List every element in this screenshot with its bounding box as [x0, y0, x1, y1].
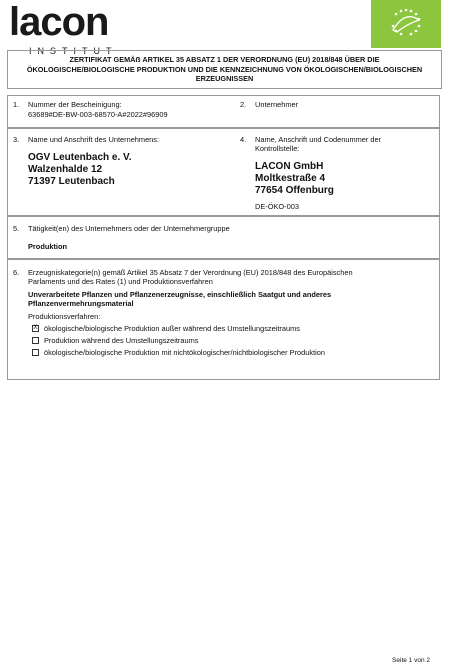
operator-street: Walzenhalde 12: [28, 164, 103, 175]
section-4-label-line2: Kontrollstelle:: [255, 144, 300, 153]
section-operator-addresses: [7, 128, 440, 216]
method-option-organic: [32, 324, 300, 333]
section-2-number: 2.: [240, 100, 247, 109]
control-body-city: 77654 Offenburg: [255, 185, 334, 196]
certificate-number-value: 63689#DE-BW-003-68570-A#2022#96909: [28, 110, 168, 119]
certificate-title-box: [7, 50, 442, 89]
lacon-logo: [9, 0, 149, 56]
section-activities: [7, 216, 440, 259]
section-3-number: 3.: [13, 135, 20, 144]
production-methods-label: Produktionsverfahren:: [28, 312, 101, 321]
method-option-label: ökologische/biologische Produktion außer während des Umstellungszeitraums: [44, 324, 300, 333]
section-2-label: Unternehmer: [255, 100, 299, 109]
section-6-label-line1: Erzeugniskategorie(n) gemäß Artikel 35 Absatz 7 der Verordnung (EU) 2018/848 des Europäischen: [28, 268, 353, 277]
certificate-title: ZERTIFIKAT GEMÄẞ ARTIKEL 35 ABSATZ 1 DER VERORDNUNG (EU) 2018/848 ÜBER DIE ÖKOLOGISCHE/BIOLOGISCHE PRODUKTION UND DIE KENNZEICHNUNG VON ÖKOLOGISCHEN/BIOLOGISCHEN ERZEUGNISSEN: [26, 55, 423, 84]
product-category-line2: Pflanzenvermehrungsmaterial: [28, 299, 134, 308]
operator-city: 71397 Leutenbach: [28, 176, 115, 187]
activity-value: Produktion: [28, 242, 68, 251]
control-body-street: Moltkestraße 4: [255, 173, 326, 184]
section-3-label: Name und Anschrift des Unternehmens:: [28, 135, 160, 144]
control-body-name: LACON GmbH: [255, 161, 324, 172]
page-number: Seite 1 von 2: [392, 657, 430, 664]
operator-name: OGV Leutenbach e. V.: [28, 152, 132, 163]
section-6-number: 6.: [13, 268, 20, 277]
section-certificate-number: [7, 95, 440, 128]
checkbox-unchecked: [32, 337, 39, 344]
section-5-number: 5.: [13, 224, 20, 233]
control-body-code: DE-ÖKO-003: [255, 202, 299, 211]
logo-wordmark: lacon: [9, 0, 109, 44]
section-4-label-line1: Name, Anschrift und Codenummer der: [255, 135, 382, 144]
eu-leaf-stars-icon: [371, 0, 441, 48]
method-option-label: ökologische/biologische Produktion mit nichtökologischer/nichtbiologischer Produktion: [44, 348, 326, 357]
section-1-label: Nummer der Bescheinigung:: [28, 100, 122, 109]
section-1-number: 1.: [13, 100, 20, 109]
checkbox-checked: X: [33, 325, 38, 331]
method-option-mixed: [32, 348, 325, 357]
section-product-categories: [7, 259, 440, 380]
checkbox-unchecked: [32, 349, 39, 356]
eu-organic-leaf-logo: [371, 0, 441, 48]
section-6-label-line2: Parlaments und des Rates (1) und Produktionsverfahren: [28, 277, 213, 286]
section-4-number: 4.: [240, 135, 247, 144]
product-category-line1: Unverarbeitete Pflanzen und Pflanzenerzeugnisse, einschließlich Saatgut und anderes: [28, 290, 332, 299]
logo-subtitle: INSTITUT: [29, 46, 118, 56]
method-option-conversion: [32, 336, 198, 345]
method-option-label: Produktion während des Umstellungszeitraums: [44, 336, 199, 345]
section-5-label: Tätigkeit(en) des Unternehmers oder der Unternehmergruppe: [28, 224, 230, 233]
